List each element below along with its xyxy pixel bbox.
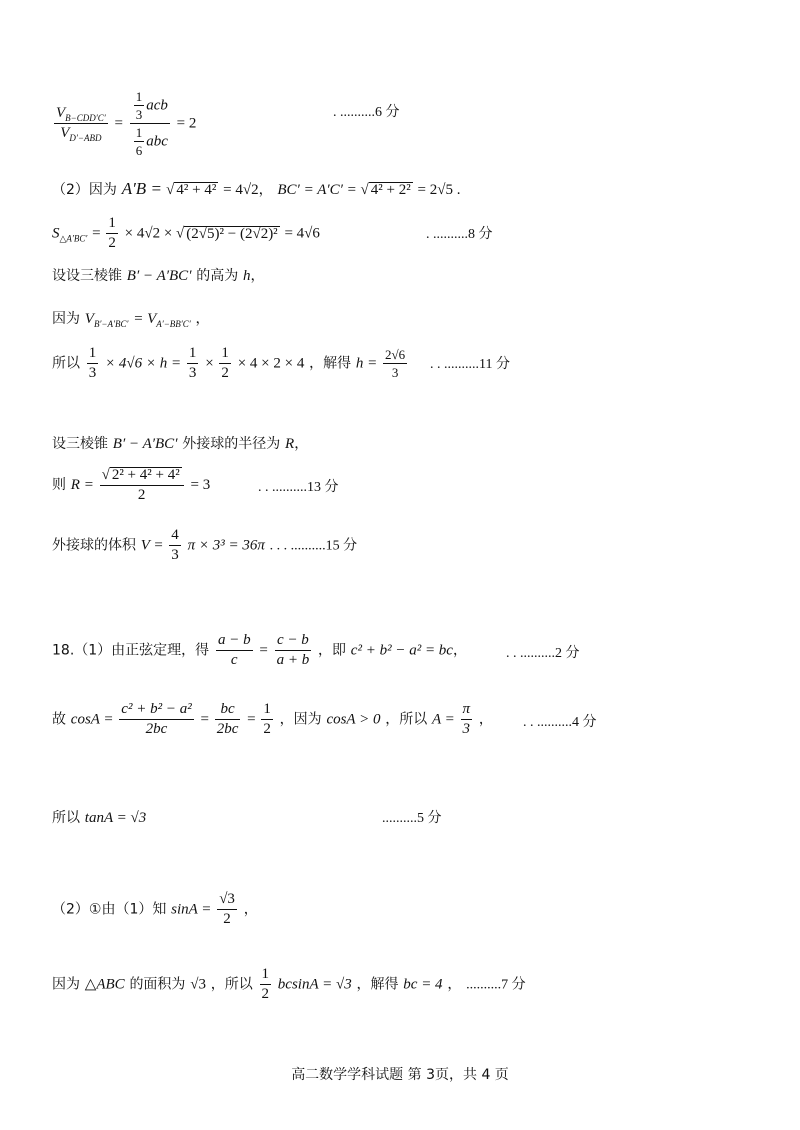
score-7: ..........7 分 xyxy=(466,977,526,993)
score-2: . . ..........2 分 xyxy=(506,646,580,661)
score-5: ..........5 分 xyxy=(382,811,442,826)
score-6: . ..........6 分 xyxy=(333,105,400,120)
score-13: . . ..........13 分 xyxy=(258,480,339,495)
score-15: . . . ..........15 分 xyxy=(269,538,358,554)
volume-ratio-formula: $\frac{V_{B-CDD'C'}}{V_{D'-ABD}}$ = $\frac{1}{3}$ acb $\frac{1}{6}$ abc = 2 xyxy=(56,89,197,158)
page-footer: 高二数学学科试题 第 3页，共 4 页 xyxy=(291,1067,509,1083)
score-8: . ..........8 分 xyxy=(426,227,493,242)
score-11: . . ..........11 分 xyxy=(430,357,510,372)
score-4: . . ..........4 分 xyxy=(523,715,597,730)
